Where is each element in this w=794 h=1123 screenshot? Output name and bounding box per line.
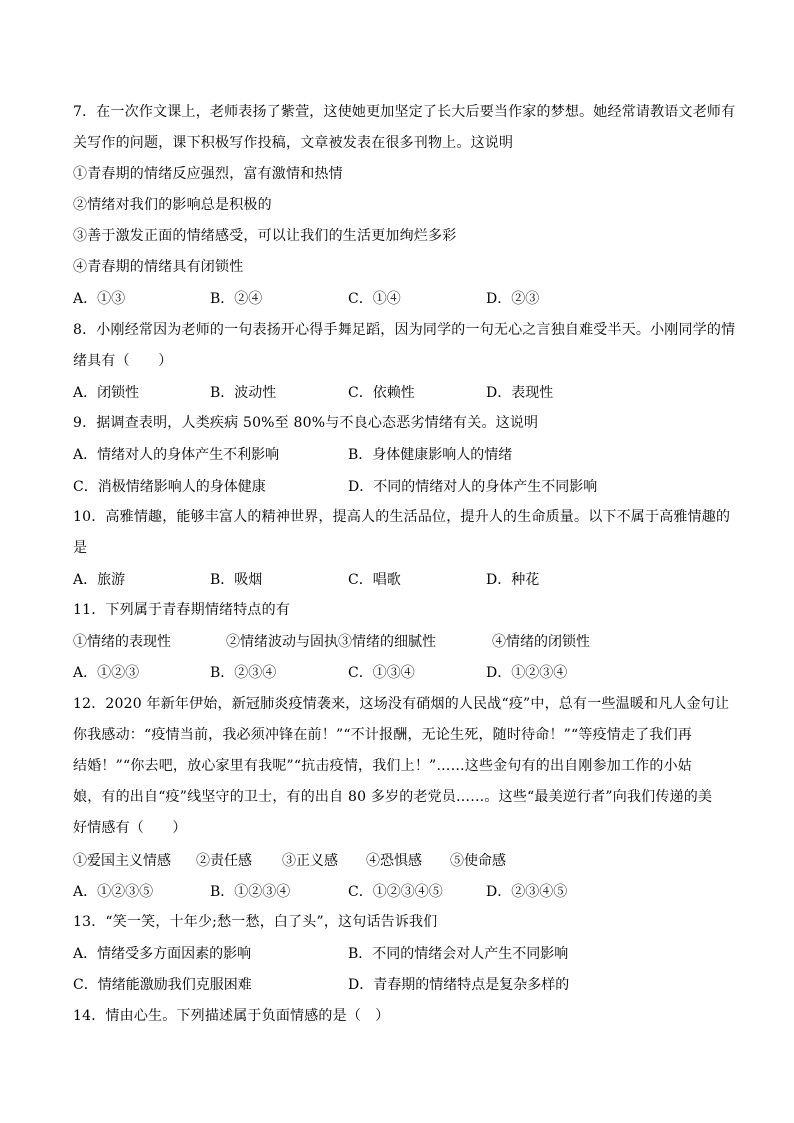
q8-stem-line-1: 8．小刚经常因为老师的一句表扬开心得手舞足蹈，因为同学的一句无心之言独自难受半天。小刚同学的情 xyxy=(73,322,736,338)
q11-stem-line-1: 11．下列属于青春期情绪特点的有 xyxy=(73,602,291,618)
q10-option-b: B．吸烟 xyxy=(210,572,263,588)
q10-stem-line-2: 是 xyxy=(73,540,88,556)
q9-option-d: D．不同的情绪对人的身体产生不同影响 xyxy=(348,479,598,495)
q7-statement-4: ④青春期的情绪具有闭锁性 xyxy=(73,259,244,275)
q8-option-c: C．依赖性 xyxy=(348,385,415,401)
q13-option-d: D．青春期的情绪特点是复杂多样的 xyxy=(348,977,570,993)
q12-statement-2: ②责任感 xyxy=(196,853,252,869)
q11-option-b: B．②③④ xyxy=(210,665,277,681)
q12-stem-line-3: 结婚！”“你去吧，放心家里有我呢”“抗击疫情，我们上！”……这些金句有的出自刚参加工作的小姑 xyxy=(73,758,692,774)
q11-statement-4: ④情绪的闭锁性 xyxy=(492,634,590,650)
q12-statement-3: ③正义感 xyxy=(282,853,338,869)
q11-option-a: A．①②③ xyxy=(73,665,140,681)
q12-option-a: A．①②③⑤ xyxy=(73,884,154,900)
q11-statement-3: ③情绪的细腻性 xyxy=(338,634,436,650)
q7-stem-line-2: 关写作的问题，课下积极写作投稿，文章被发表在很多刊物上。这说明 xyxy=(73,135,514,151)
q7-statement-1: ①青春期的情绪反应强烈，富有激情和热情 xyxy=(73,166,343,182)
q12-option-d: D．②③④⑤ xyxy=(486,884,568,900)
q13-option-c: C．情绪能激励我们克服困难 xyxy=(73,977,252,993)
q12-option-b: B．①②③④ xyxy=(210,884,291,900)
q9-option-b: B．身体健康影响人的情绪 xyxy=(348,447,513,463)
q8-option-d: D．表现性 xyxy=(486,385,554,401)
q11-statement-2: ②情绪波动与固执 xyxy=(226,634,338,650)
q12-stem-line-5: 好情感有（ ） xyxy=(73,820,187,836)
q13-option-a: A．情绪受多方面因素的影响 xyxy=(73,946,252,962)
q13-stem-line-1: 13．“笑一笑，十年少;愁一愁，白了头”，这句话告诉我们 xyxy=(73,914,438,930)
q7-statement-2: ②情绪对我们的影响总是积极的 xyxy=(73,197,272,213)
q7-option-b: B．②④ xyxy=(210,291,263,307)
q12-statement-4: ④恐惧感 xyxy=(366,853,422,869)
q10-stem-line-1: 10．高雅情趣，能够丰富人的精神世界，提高人的生活品位，提升人的生命质量。以下不属于高雅情趣的 xyxy=(73,509,731,525)
q13-option-b: B．不同的情绪会对人产生不同影响 xyxy=(348,946,569,962)
q12-stem-line-1: 12．2020 年新年伊始，新冠肺炎疫情袭来，这场没有硝烟的人民战“疫”中，总有一些温暖和凡人金句让 xyxy=(73,696,730,712)
q12-option-c: C．①②③④⑤ xyxy=(348,884,443,900)
q8-stem-line-2: 绪具有（ ） xyxy=(73,353,173,369)
q12-stem-line-2: 你我感动：“疫情当前，我必须冲锋在前！”“不计报酬，无论生死，随时待命！”“等疫情走了我们再 xyxy=(73,727,692,743)
q10-option-d: D．种花 xyxy=(486,572,540,588)
q7-option-a: A．①③ xyxy=(73,291,126,307)
q11-option-d: D．①②③④ xyxy=(486,665,568,681)
q12-statement-1: ①爱国主义情感 xyxy=(73,853,171,869)
q7-option-c: C．①④ xyxy=(348,291,401,307)
q14-stem-line-1: 14．情由心生。下列描述属于负面情感的是（ ） xyxy=(73,1008,390,1024)
q9-stem-line-1: 9．据调查表明，人类疾病 50%至 80%与不良心态恶劣情绪有关。这说明 xyxy=(73,415,539,431)
q11-statement-1: ①情绪的表现性 xyxy=(73,634,171,650)
q9-option-a: A．情绪对人的身体产生不利影响 xyxy=(73,447,280,463)
q10-option-c: C．唱歌 xyxy=(348,572,401,588)
q7-statement-3: ③善于激发正面的情绪感受，可以让我们的生活更加绚烂多彩 xyxy=(73,228,457,244)
q7-stem-line-1: 7．在一次作文课上，老师表扬了紫萱，这使她更加坚定了长大后要当作家的梦想。她经常请教语文老师有 xyxy=(73,104,736,120)
q8-option-a: A．闭锁性 xyxy=(73,385,140,401)
q7-option-d: D．②③ xyxy=(486,291,540,307)
q8-option-b: B．波动性 xyxy=(210,385,277,401)
q12-statement-5: ⑤使命感 xyxy=(450,853,506,869)
q10-option-a: A．旅游 xyxy=(73,572,126,588)
q12-stem-line-4: 娘，有的出自“疫”线坚守的卫士，有的出自 80 多岁的老党员……。这些“最美逆行者”向我们传递的美 xyxy=(73,789,713,805)
q11-option-c: C．①③④ xyxy=(348,665,415,681)
q9-option-c: C．消极情绪影响人的身体健康 xyxy=(73,479,266,495)
